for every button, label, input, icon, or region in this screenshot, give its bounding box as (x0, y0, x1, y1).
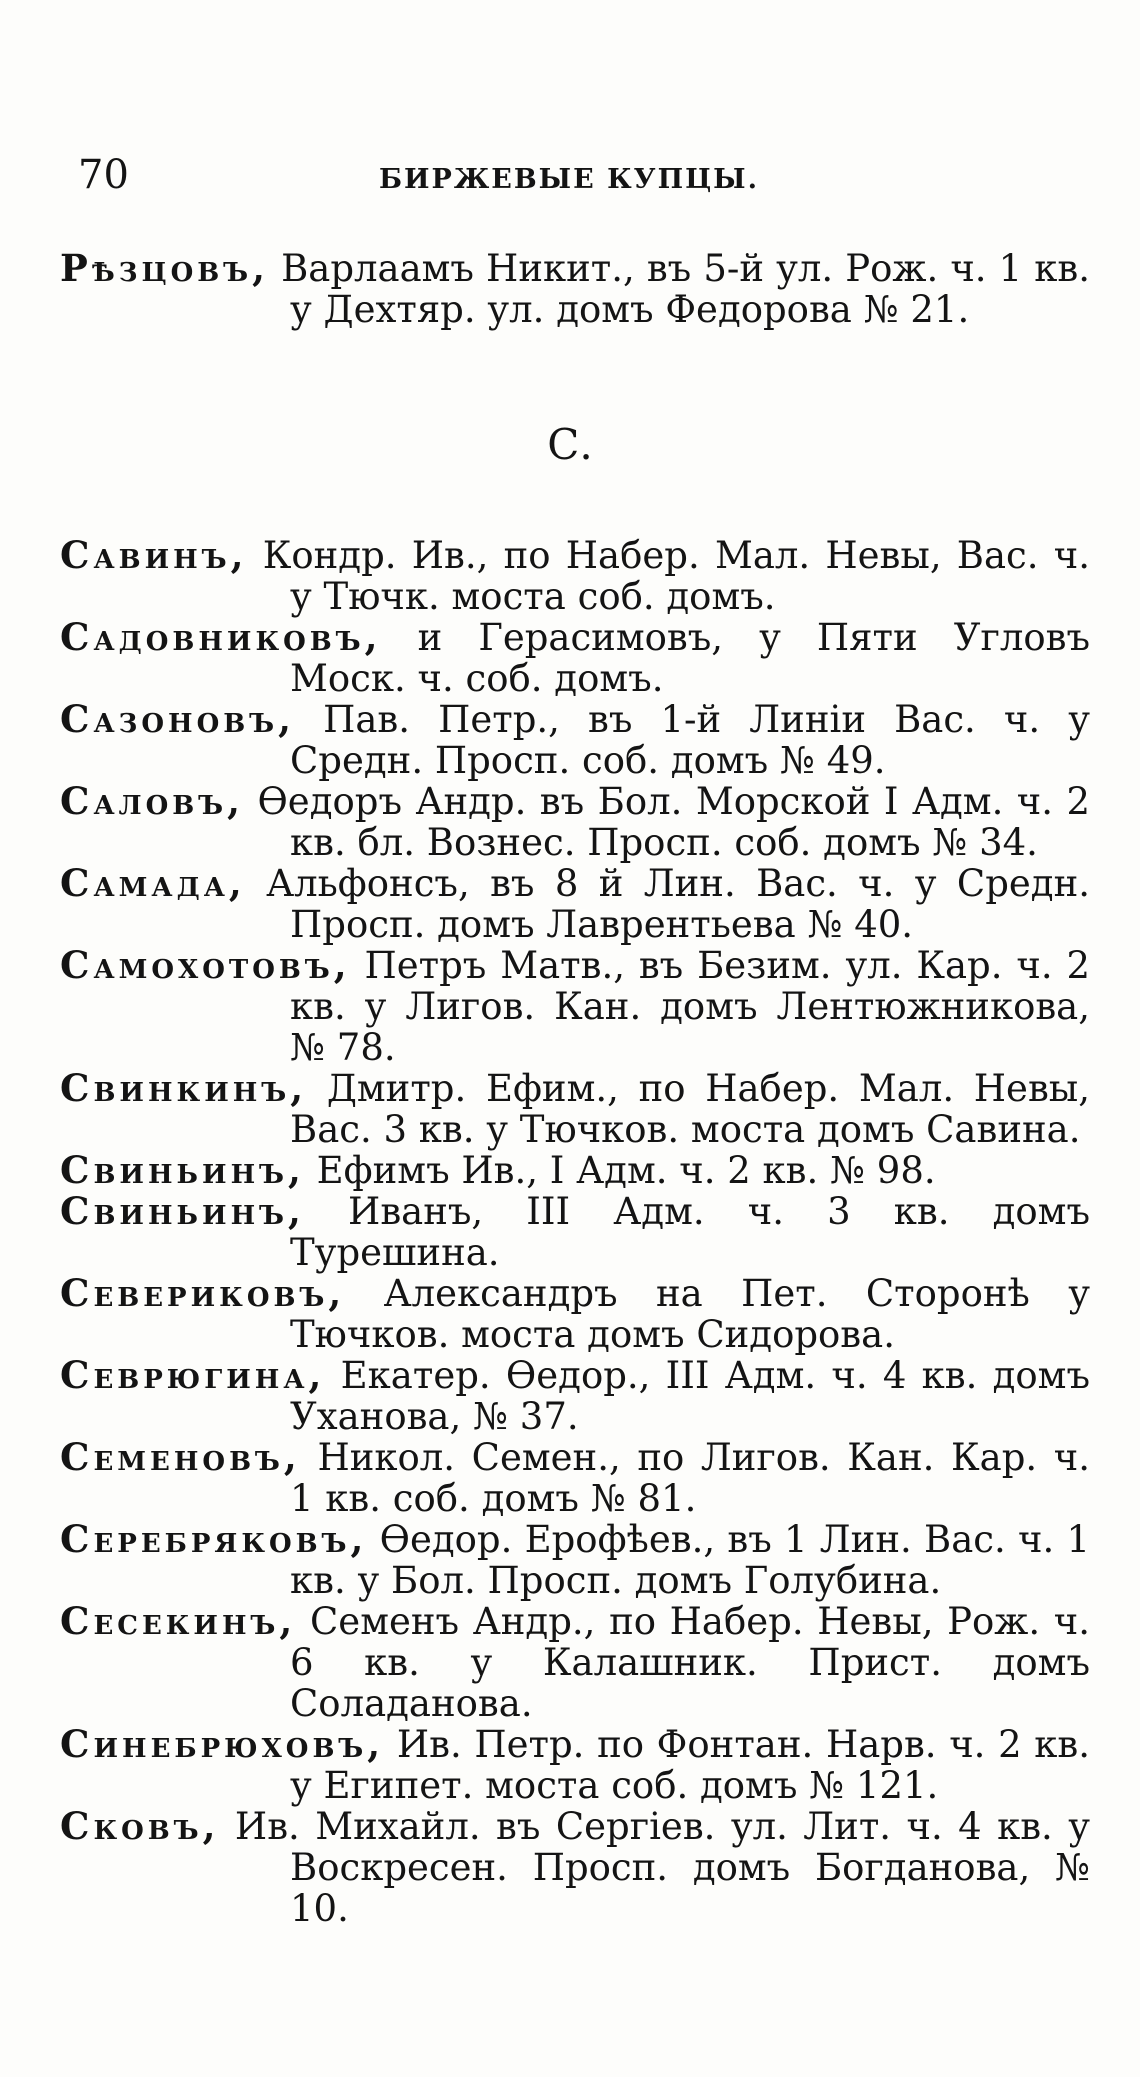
entry-surname: Саловъ, (60, 779, 244, 823)
entry-surname: Севрюгина, (60, 1353, 326, 1397)
entry-details: Өедоръ Андр. въ Бол. Морской I Адм. ч. 2 кв. бл. Вознес. Просп. соб. домъ № 34. (257, 780, 1091, 864)
directory-entry (60, 535, 1090, 617)
entry-details: Екатер. Өедор., III Адм. ч. 4 кв. домъ Уханова, № 37. (290, 1354, 1090, 1438)
directory-entry (60, 863, 1090, 945)
running-title: БИРЖЕВЫЕ КУПЦЫ. (378, 164, 760, 195)
directory-entry (60, 699, 1090, 781)
entry-surname: Рѣзцовъ, (60, 246, 269, 290)
entry-surname: Сазоновъ, (60, 697, 295, 741)
entry-details: Семенъ Андр., по Набер. Невы, Рож. ч. 6 кв. у Калашник. Прист. домъ Соладанова. (290, 1600, 1090, 1725)
directory-entry (60, 1355, 1090, 1437)
directory-entry (60, 617, 1090, 699)
entry-surname: Семеновъ, (60, 1435, 301, 1479)
entry-details: Никол. Семен., по Лигов. Кан. Кар. ч. 1 кв. соб. домъ № 81. (290, 1436, 1090, 1520)
directory-entry (60, 1519, 1090, 1601)
directory-entry (60, 1437, 1090, 1519)
directory-entry (60, 1273, 1090, 1355)
entry-details: Кондр. Ив., по Набер. Мал. Невы, Вас. ч. у Тючк. моста соб. домъ. (262, 534, 1090, 618)
entry-details: Ефимъ Ив., I Адм. ч. 2 кв. № 98. (316, 1149, 936, 1192)
page-header (78, 152, 1060, 202)
entry-surname: Свинкинъ, (60, 1066, 308, 1110)
entry-details: Александръ на Пет. Сторонѣ у Тючков. моста домъ Сидорова. (290, 1272, 1090, 1356)
entry-surname: Сесекинъ, (60, 1599, 297, 1643)
directory-entry (60, 248, 1090, 330)
directory-entry (60, 1724, 1090, 1806)
entry-surname: Самохотовъ, (60, 943, 351, 987)
section-letter-heading: С. (547, 420, 593, 469)
entry-surname: Садовниковъ, (60, 615, 382, 659)
entry-details: Өедор. Ерофѣев., въ 1 Лин. Вас. ч. 1 кв. у Бол. Просп. домъ Голубина. (290, 1518, 1091, 1602)
directory-entry (60, 945, 1090, 1068)
entry-surname: Свиньинъ, (60, 1189, 305, 1233)
entry-surname: Савинъ, (60, 533, 248, 577)
entry-details: и Герасимовъ, у Пяти Угловъ Моск. ч. соб. домъ. (290, 616, 1090, 700)
directory-entry (60, 781, 1090, 863)
entry-details: Пав. Петр., въ 1-й Линіи Вас. ч. у Средн. Просп. соб. домъ № 49. (290, 698, 1091, 782)
directory-entry (60, 1601, 1090, 1724)
entry-details: Иванъ, III Адм. ч. 3 кв. домъ Турешина. (290, 1190, 1090, 1274)
entry-details: Ив. Михайл. въ Сергіев. ул. Лит. ч. 4 кв. у Воскресен. Просп. домъ Богданова, № 10. (234, 1805, 1091, 1930)
entry-details: Дмитр. Ефим., по Набер. Мал. Невы, Вас. 3 кв. у Тючков. моста домъ Савина. (290, 1067, 1090, 1151)
page-number: 70 (78, 152, 129, 198)
entries-before-section (60, 248, 1090, 330)
entry-surname: Самада, (60, 861, 246, 905)
entry-details: Петръ Матв., въ Безим. ул. Кар. ч. 2 кв. у Лигов. Кан. домъ Лентюжникова, № 78. (290, 944, 1090, 1069)
directory-entry (60, 1806, 1090, 1929)
entry-surname: Сковъ, (60, 1804, 220, 1848)
entries-section-s (60, 535, 1090, 1929)
entry-surname: Севериковъ, (60, 1271, 346, 1315)
directory-entry (60, 1068, 1090, 1150)
entry-details: Ив. Петр. по Фонтан. Нарв. ч. 2 кв. у Египет. моста соб. домъ № 121. (290, 1723, 1090, 1807)
entry-details: Варлаамъ Никит., въ 5-й ул. Рож. ч. 1 кв. у Дехтяр. ул. домъ Федорова № 21. (281, 247, 1091, 331)
entry-details: Альфонсъ, въ 8 й Лин. Вас. ч. у Средн. Просп. домъ Лаврентьева № 40. (266, 862, 1091, 946)
directory-entry (60, 1191, 1090, 1273)
entry-surname: Свиньинъ, (60, 1148, 305, 1192)
entry-surname: Синебрюховъ, (60, 1722, 385, 1766)
entry-surname: Серебряковъ, (60, 1517, 368, 1561)
directory-entry (60, 1150, 1090, 1191)
